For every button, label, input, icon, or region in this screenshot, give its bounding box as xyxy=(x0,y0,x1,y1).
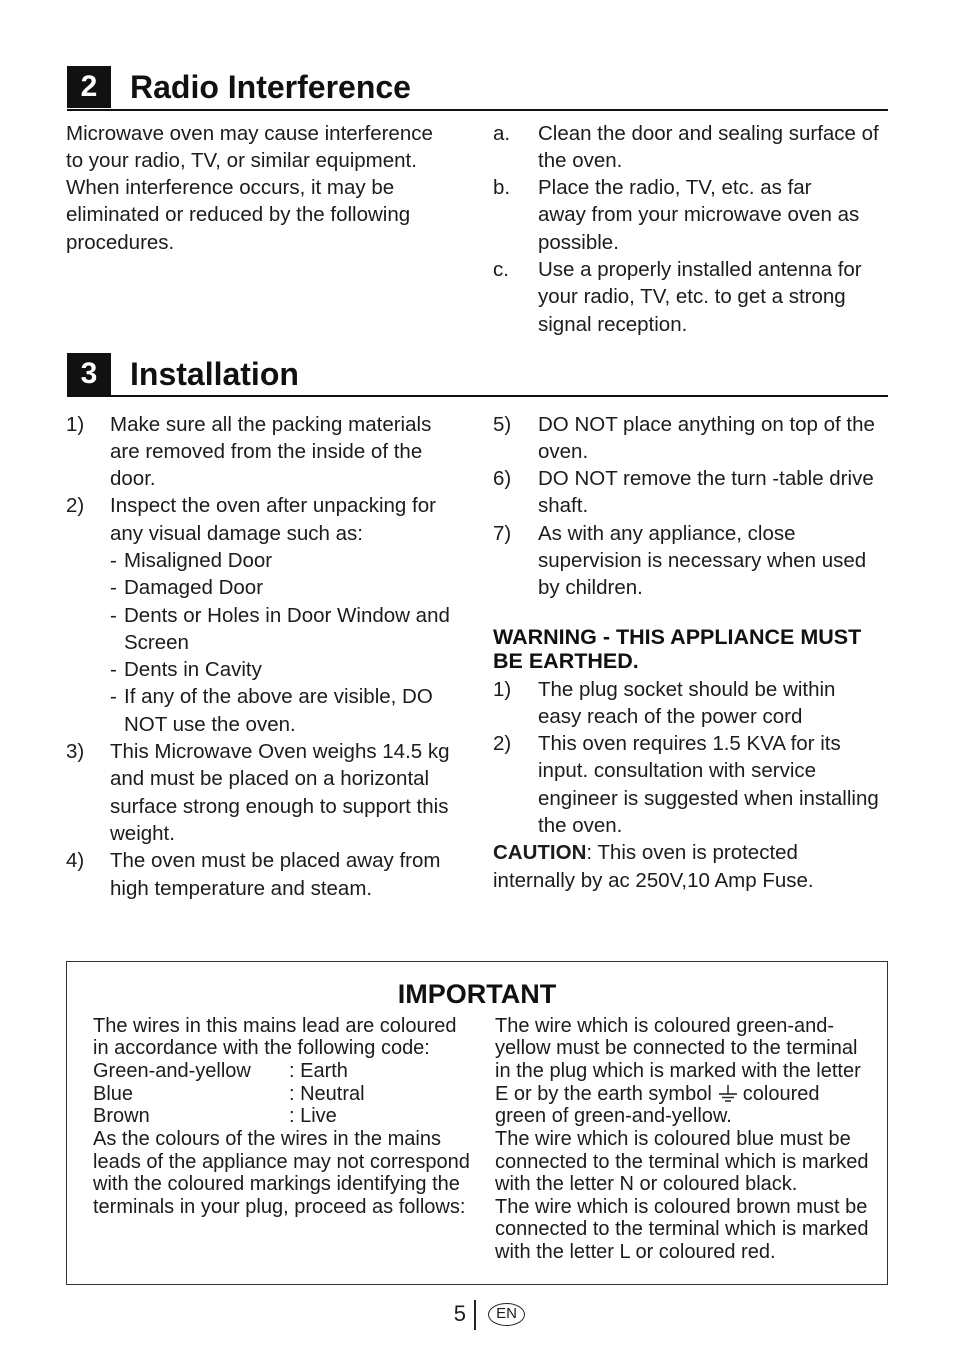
text-line: with the letter N or coloured black. xyxy=(495,1173,798,1196)
text-line: the oven. xyxy=(538,813,623,837)
text-line: surface strong enough to support this xyxy=(110,794,449,818)
list-label: 1) xyxy=(66,412,85,436)
caution-label: CAUTION xyxy=(493,841,587,865)
text-line: oven. xyxy=(538,439,589,463)
section-divider xyxy=(67,109,888,111)
installation-steps-right xyxy=(493,411,875,602)
list-label: c. xyxy=(493,257,509,281)
list-label: a. xyxy=(493,121,511,145)
text-fragment: coloured xyxy=(742,1082,820,1105)
list-item xyxy=(66,847,450,902)
text-line: and must be placed on a horizontal xyxy=(110,767,430,791)
text-line: your radio, TV, etc. to get a strong xyxy=(538,285,846,309)
text-line: When interference occurs, it may be xyxy=(66,176,395,200)
damage-bullet xyxy=(110,602,450,657)
text-line: NOT use the oven. xyxy=(124,712,296,736)
list-item xyxy=(493,174,879,256)
text-line: DO NOT remove the turn -table drive xyxy=(538,467,874,491)
text-line: The wire which is coloured blue must be xyxy=(495,1127,851,1150)
text-line: any visual damage such as: xyxy=(110,521,363,545)
bullet-dash: - xyxy=(110,685,117,709)
installation-steps-left xyxy=(66,411,450,902)
text-line: leads of the appliance may not correspond xyxy=(93,1150,470,1173)
text-line: shaft. xyxy=(538,494,589,518)
important-heading: IMPORTANT xyxy=(397,979,557,1009)
text-line: Inspect the oven after unpacking for xyxy=(110,494,436,518)
list-text xyxy=(538,465,875,520)
text-line: input. consultation with service xyxy=(538,759,817,783)
list-item xyxy=(493,730,879,839)
text-line: Screen xyxy=(124,630,189,654)
text-line: away from your microwave oven as xyxy=(538,203,860,227)
list-item xyxy=(493,520,875,602)
bullet-text xyxy=(124,547,272,574)
text-line: Dents or Holes in Door Window and xyxy=(124,603,450,627)
caution-line: internally by ac 250V,10 Amp Fuse. xyxy=(493,868,814,892)
heading-line: BE EARTHED. xyxy=(493,649,639,673)
text-line: door. xyxy=(110,467,156,491)
section-number-badge: 2 xyxy=(67,66,111,108)
bullet-dash: - xyxy=(110,576,117,600)
text-line: The wires in this mains lead are coloured xyxy=(93,1014,457,1037)
text-line: connected to the terminal which is marked xyxy=(495,1150,869,1173)
text-line: the oven. xyxy=(538,148,623,172)
text-line: engineer is suggested when installing xyxy=(538,786,879,810)
text-line: by children. xyxy=(538,576,643,600)
wire-colour: Blue xyxy=(93,1082,134,1105)
text-line: Microwave oven may cause interference xyxy=(66,121,433,145)
bullet-dash: - xyxy=(110,603,117,627)
damage-bullet xyxy=(110,574,450,601)
list-item xyxy=(493,256,879,338)
bullet-text xyxy=(124,574,263,601)
earth-symbol-line xyxy=(495,1083,869,1106)
wire-colour: Green-and-yellow xyxy=(93,1059,251,1082)
bullet-text xyxy=(124,602,450,657)
text-line: The oven must be placed away from xyxy=(110,849,441,873)
list-item xyxy=(66,411,450,493)
text-line: in the plug which is marked with the letter xyxy=(495,1059,861,1082)
earthing-warning-list xyxy=(493,676,879,894)
bullet-text xyxy=(124,683,433,738)
damage-bullet xyxy=(110,547,450,574)
list-text xyxy=(538,676,879,731)
text-fragment: E or by the earth symbol xyxy=(495,1082,712,1105)
list-text xyxy=(538,174,879,256)
text-line: Misaligned Door xyxy=(124,548,273,572)
list-item xyxy=(66,492,450,738)
text-line: signal reception. xyxy=(538,312,688,336)
list-label: 5) xyxy=(493,412,512,436)
text-line: connected to the terminal which is marked xyxy=(495,1218,869,1241)
wire-code-row xyxy=(93,1060,470,1083)
text-line: with the letter L or coloured red. xyxy=(495,1241,776,1264)
list-text xyxy=(538,730,879,839)
text-line: If any of the above are visible, DO xyxy=(124,685,433,709)
list-item xyxy=(493,465,875,520)
text-line: green of green-and-yellow. xyxy=(495,1105,732,1128)
wire-colour: Brown xyxy=(93,1105,150,1128)
list-text xyxy=(538,120,879,175)
text-line: This Microwave Oven weighs 14.5 kg xyxy=(110,740,450,764)
list-item xyxy=(66,738,450,847)
wire-code-row xyxy=(93,1105,470,1128)
list-label: 2) xyxy=(66,494,85,518)
text-line: Use a properly installed antenna for xyxy=(538,257,862,281)
text-line: eliminated or reduced by the following xyxy=(66,203,411,227)
wire-meaning: : Earth xyxy=(289,1059,348,1082)
list-text xyxy=(110,411,450,493)
text-line: in accordance with the following code: xyxy=(93,1037,430,1060)
text-line: DO NOT place anything on top of the xyxy=(538,412,875,436)
important-notice-box xyxy=(66,961,888,1285)
list-item xyxy=(493,676,879,731)
text-line: As with any appliance, close xyxy=(538,521,796,545)
list-text xyxy=(110,738,450,847)
wire-code-row xyxy=(93,1083,470,1106)
section-title-installation: Installation xyxy=(130,356,299,392)
text-line: are removed from the inside of the xyxy=(110,439,423,463)
damage-bullet xyxy=(110,683,450,738)
list-text xyxy=(110,847,450,902)
text-line: The plug socket should be within xyxy=(538,677,836,701)
text-line: This oven requires 1.5 KVA for its xyxy=(538,732,841,756)
text-line: weight. xyxy=(110,821,175,845)
section-title-radio-interference: Radio Interference xyxy=(130,69,411,105)
text-line: Clean the door and sealing surface of xyxy=(538,121,879,145)
important-right-column xyxy=(495,1015,869,1264)
text-line: Place the radio, TV, etc. as far xyxy=(538,176,812,200)
text-line: The wire which is coloured brown must be xyxy=(495,1195,868,1218)
text-line: possible. xyxy=(538,230,619,254)
heading-line: WARNING - THIS APPLIANCE MUST xyxy=(493,625,862,649)
text-line: Make sure all the packing materials xyxy=(110,412,432,436)
list-label: 6) xyxy=(493,467,512,491)
radio-intro xyxy=(66,120,433,256)
text-line: with the coloured markings identifying the xyxy=(93,1173,460,1196)
section-number-badge: 3 xyxy=(67,353,111,395)
text-line: Damaged Door xyxy=(124,576,264,600)
list-text xyxy=(538,256,879,338)
list-label: 2) xyxy=(493,732,512,756)
list-label: 7) xyxy=(493,521,512,545)
list-item xyxy=(493,120,879,175)
text-line: Dents in Cavity xyxy=(124,658,262,682)
text-line: easy reach of the power cord xyxy=(538,704,803,728)
section-divider xyxy=(67,395,888,397)
text-line: supervision is necessary when used xyxy=(538,548,867,572)
text-line: yellow must be connected to the terminal xyxy=(495,1037,858,1060)
list-label: 3) xyxy=(66,740,85,764)
footer-separator xyxy=(474,1300,476,1330)
list-label: 1) xyxy=(493,677,512,701)
list-item xyxy=(493,411,875,466)
text-line: As the colours of the wires in the mains xyxy=(93,1127,441,1150)
earthing-warning-heading xyxy=(493,625,861,673)
damage-bullet xyxy=(110,656,450,683)
text-line: procedures. xyxy=(66,230,175,254)
page-number: 5 xyxy=(453,1301,466,1326)
list-label: 4) xyxy=(66,849,85,873)
list-label: b. xyxy=(493,176,511,200)
list-text xyxy=(110,492,450,738)
list-text xyxy=(538,520,875,602)
bullet-dash: - xyxy=(110,658,117,682)
caution-line xyxy=(493,839,879,866)
earth-ground-icon xyxy=(718,1084,738,1102)
list-text xyxy=(538,411,875,466)
text-line: high temperature and steam. xyxy=(110,876,373,900)
radio-procedures xyxy=(493,120,879,338)
text-line: The wire which is coloured green-and- xyxy=(495,1014,835,1037)
wire-meaning: : Live xyxy=(289,1105,337,1128)
text-line: to your radio, TV, or similar equipment. xyxy=(66,148,417,172)
caution-note xyxy=(493,839,879,894)
wire-meaning: : Neutral xyxy=(289,1082,365,1105)
caution-text: : This oven is protected xyxy=(586,841,798,865)
bullet-text xyxy=(124,656,262,683)
important-left-column xyxy=(93,1015,470,1219)
text-line: terminals in your plug, proceed as follows: xyxy=(93,1195,466,1218)
bullet-dash: - xyxy=(110,548,117,572)
language-badge: EN xyxy=(488,1303,525,1326)
